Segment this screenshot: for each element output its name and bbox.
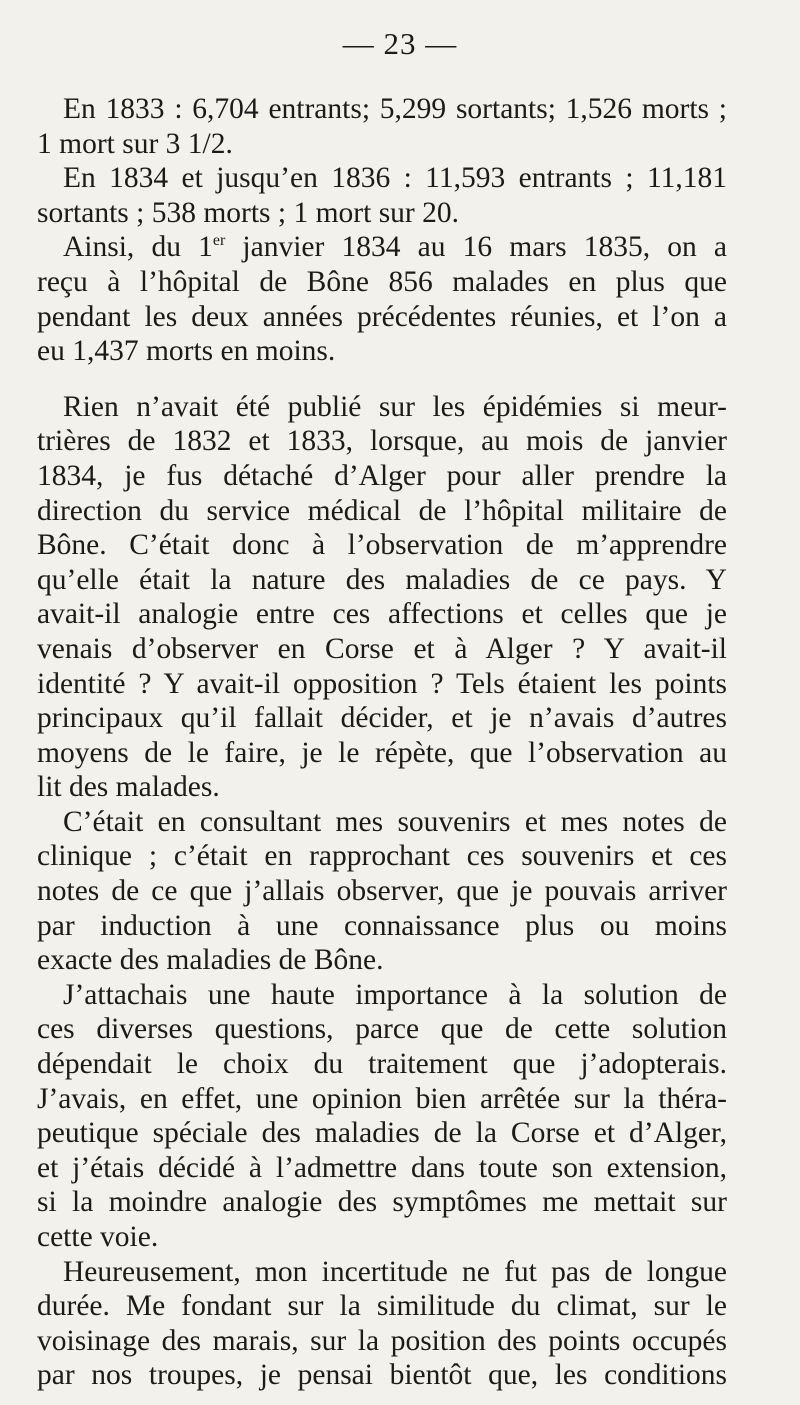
text-line: J’avais, en effet, une opinion bien arrêtée sur la théra- (37, 1082, 727, 1115)
text-line: identité ? Y avait-il opposition ? Tels étaient les points (37, 667, 727, 700)
text-line: venais d’observer en Corse et à Alger ? Y avait-il (37, 632, 727, 665)
text-line: 1 mort sur 3 1/2. (37, 127, 233, 160)
text-line: exacte des maladies de Bône. (37, 944, 384, 977)
text-fragment: janvier 1834 au 16 mars 1835, on a (225, 231, 727, 264)
text-line: moyens de le faire, je le répète, que l’observation au (37, 736, 727, 769)
text-line: durée. Me fondant sur la similitude du climat, sur le (37, 1290, 727, 1323)
text-line: et j’étais décidé à l’admettre dans toute son extension, (37, 1151, 727, 1184)
text-line: principaux qu’il fallait décider, et je n’avais d’autres (37, 702, 727, 735)
text-line: par induction à une connaissance plus ou moins (37, 909, 727, 942)
text-line: voisinage des marais, sur la position des points occupés (37, 1324, 727, 1357)
text-line: direction du service médical de l’hôpital militaire de (37, 494, 727, 527)
paragraph (37, 978, 727, 1255)
text-line: 1834, je fus détaché d’Alger pour aller prendre la (37, 459, 727, 492)
text-line: C’était en consultant mes souvenirs et mes notes de (63, 805, 727, 838)
paragraph (37, 805, 727, 978)
text-line (37, 230, 727, 265)
text-line: reçu à l’hôpital de Bône 856 malades en plus que (37, 265, 727, 298)
superscript: er (212, 232, 226, 250)
paragraph (37, 161, 727, 230)
text-line: sortants ; 538 morts ; 1 mort sur 20. (37, 196, 460, 229)
text-line: lit des malades. (37, 771, 220, 804)
paragraph (37, 390, 727, 805)
text-fragment: Ainsi, du 1 (63, 231, 213, 264)
paragraph (37, 92, 727, 161)
text-line: notes de ce que j’allais observer, que je pouvais arriver (37, 875, 727, 908)
text-line: Heureusement, mon incertitude ne fut pas de longue (63, 1255, 727, 1288)
text-line: qu’elle était la nature des maladies de ce pays. Y (37, 563, 727, 596)
text-line: clinique ; c’était en rapprochant ces souvenirs et ces (37, 840, 727, 873)
text-line: En 1834 et jusqu’en 1836 : 11,593 entrants ; 11,181 (63, 162, 727, 195)
paragraph-gap (37, 369, 727, 390)
text-line: J’attachais une haute importance à la solution de (63, 978, 727, 1011)
text-line: Bône. C’était donc à l’observation de m’apprendre (37, 529, 727, 562)
text-line: dépendait le choix du traitement que j’adopterais. (37, 1048, 727, 1081)
text-line: peutique spéciale des maladies de la Corse et d’Alger, (37, 1117, 727, 1150)
text-line: si la moindre analogie des symptômes me mettait sur (37, 1186, 727, 1219)
text-line: avait-il analogie entre ces affections et celles que je (37, 598, 727, 631)
text-line: pendant les deux années précédentes réunies, et l’on a (37, 300, 727, 333)
text-line: Rien n’avait été publié sur les épidémies si meur- (63, 390, 727, 423)
text-line: cette voie. (37, 1221, 159, 1253)
text-line: eu 1,437 morts en moins. (37, 335, 336, 368)
page-number: — 23 — (342, 26, 458, 61)
body-text (37, 92, 727, 1393)
paragraph (37, 230, 727, 368)
text-line: trières de 1832 et 1833, lorsque, au mois de janvier (37, 425, 727, 458)
text-line: par nos troupes, je pensai bientôt que, les conditions (37, 1359, 727, 1392)
text-line: En 1833 : 6,704 entrants; 5,299 sortants; 1,526 morts ; (63, 93, 727, 125)
text-line: ces diverses questions, parce que de cette solution (37, 1013, 727, 1046)
paragraph (37, 1255, 727, 1393)
